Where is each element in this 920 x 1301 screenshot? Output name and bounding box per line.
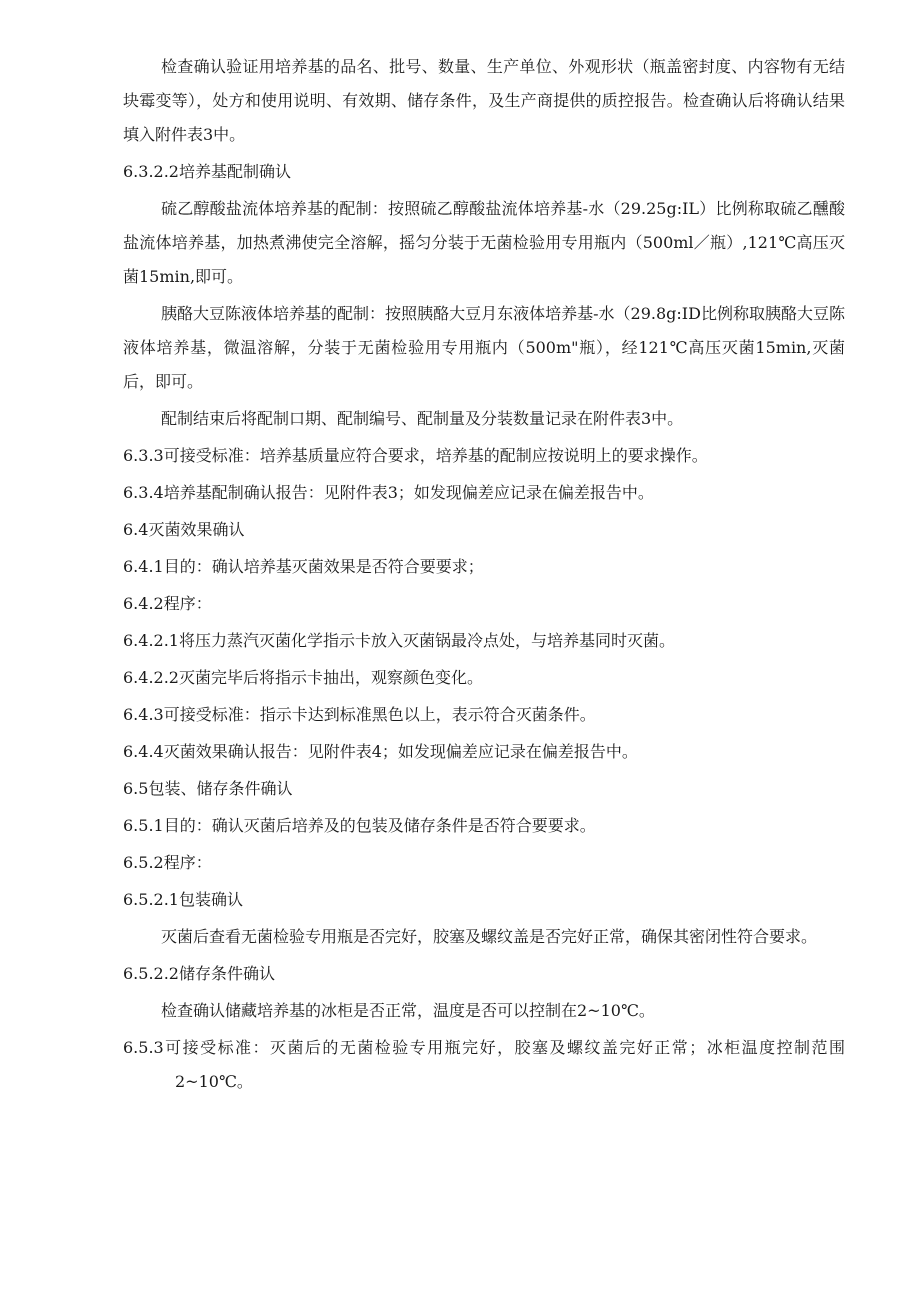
clause-6-4-2-1: 6.4.2.1将压力蒸汽灭菌化学指示卡放入灭菌锅最冷点处，与培养基同时灭菌。 — [123, 631, 675, 650]
clause-6-4-1: 6.4.1目的：确认培养基灭菌效果是否符合要要求； — [123, 557, 484, 576]
document-body — [123, 50, 845, 1102]
clause-6-3-3: 6.3.3可接受标准：培养基质量应符合要求，培养基的配制应按说明上的要求操作。 — [123, 446, 708, 465]
clause-6-5-3: 6.5.3可接受标准：灭菌后的无菌检验专用瓶完好，胶塞及螺纹盖完好正常；冰柜温度控制范围2~10℃。 — [123, 1038, 845, 1091]
paragraph-thioglycollate-prep: 硫乙醇酸盐流体培养基的配制：按照硫乙醇酸盐流体培养基-水（29.25g:IL）比例称取硫乙醺酸盐流体培养基，加热煮沸使完全溶解，摇匀分装于无菌检验用专用瓶内（500ml／瓶）,121℃高压灭菌15min,即可。 — [123, 199, 845, 286]
paragraph-media-inspection: 检查确认验证用培养基的品名、批号、数量、生产单位、外观形状（瓶盖密封度、内容物有无结块霉变等），处方和使用说明、有效期、储存条件，及生产商提供的质控报告。检查确认后将确认结果填入附件表3中。 — [123, 57, 845, 144]
heading-6-5-2-2: 6.5.2.2储存条件确认 — [123, 964, 275, 983]
clause-6-4-4: 6.4.4灭菌效果确认报告：见附件表4；如发现偏差应记录在偏差报告中。 — [123, 742, 638, 761]
paragraph-storage-check: 检查确认储藏培养基的冰柜是否正常，温度是否可以控制在2~10℃。 — [161, 1001, 655, 1020]
clause-6-4-3: 6.4.3可接受标准：指示卡达到标准黑色以上，表示符合灭菌条件。 — [123, 705, 596, 724]
heading-6-5-2-1: 6.5.2.1包装确认 — [123, 890, 243, 909]
heading-6-4: 6.4灭菌效果确认 — [123, 520, 245, 539]
clause-6-5-1: 6.5.1目的：确认灭菌后培养及的包装及储存条件是否符合要要求。 — [123, 816, 596, 835]
clause-6-3-4: 6.3.4培养基配制确认报告：见附件表3；如发现偏差应记录在偏差报告中。 — [123, 483, 654, 502]
paragraph-tryptic-soy-prep: 胰酪大豆陈液体培养基的配制：按照胰酪大豆月东液体培养基-水（29.8g:ID比例称取胰酪大豆陈液体培养基，微温溶解，分装于无菌检验用专用瓶内（500m"瓶），经121℃高压灭菌15min,灭菌后，即可。 — [123, 304, 845, 391]
paragraph-packaging-check: 灭菌后查看无菌检验专用瓶是否完好，胶塞及螺纹盖是否完好正常，确保其密闭性符合要求。 — [161, 927, 818, 946]
heading-6-4-2: 6.4.2程序： — [123, 594, 212, 613]
paragraph-prep-record: 配制结束后将配制口期、配制编号、配制量及分装数量记录在附件表3中。 — [161, 409, 684, 428]
heading-6-5: 6.5包装、储存条件确认 — [123, 779, 293, 798]
heading-6-5-2: 6.5.2程序： — [123, 853, 212, 872]
clause-6-4-2-2: 6.4.2.2灭菌完毕后将指示卡抽出，观察颜色变化。 — [123, 668, 483, 687]
heading-6-3-2-2: 6.3.2.2培养基配制确认 — [123, 162, 291, 181]
